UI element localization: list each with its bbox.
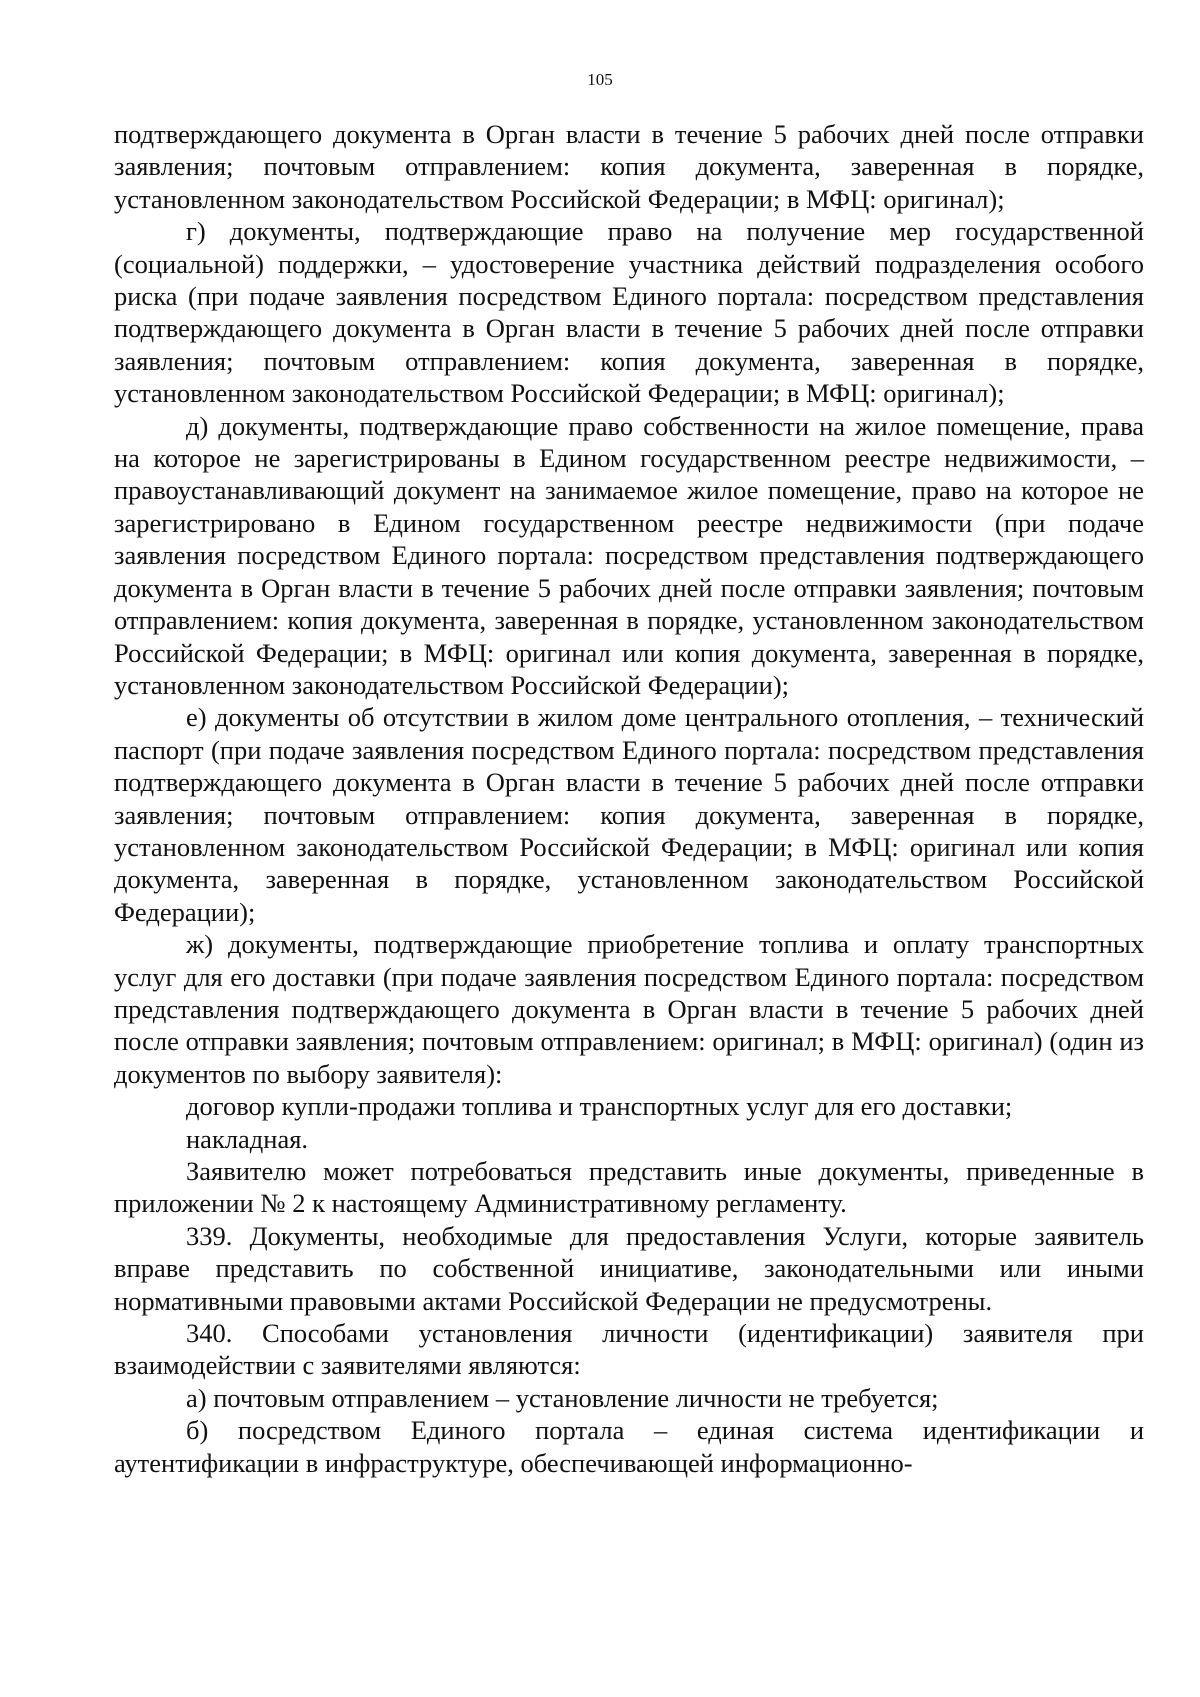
paragraph-item-g: г) документы, подтверждающие право на получение мер государственной (социальной) поддержки, – удостоверение участника действий подразделения особого риска (при подаче заявления посредством Единого портала: посредством представления подтверждающего документа в Орган власти в течение 5 рабочих дней после отправки заявления; почтовым отправлением: копия документа, заверенная в порядке, установленном законодательством Российской Федерации; в МФЦ: оригинал); <box>114 216 1144 409</box>
paragraph-other-documents: Заявителю может потребоваться представить иные документы, приведенные в приложении № 2 к настоящему Административному регламенту. <box>114 1156 1144 1219</box>
paragraph-339: 339. Документы, необходимые для предоставления Услуги, которые заявитель вправе представить по собственной инициативе, законодательными или иными нормативными правовыми актами Российской Федерации не предусмотрены. <box>114 1220 1144 1316</box>
paragraph-item-e: е) документы об отсутствии в жилом доме центрального отопления, – технический паспорт (при подаче заявления посредством Единого портала: посредством представления подтверждающего документа в Орган власти в течение 5 рабочих дней после отправки заявления; почтовым отправлением: копия документа, заверенная в порядке, установленном законодательством Российской Федерации; в МФЦ: оригинал или копия документа, заверенная в порядке, установленном законодательством Российской Федерации); <box>114 702 1144 927</box>
paragraph-item-a: а) почтовым отправлением – установление личности не требуется; <box>186 1382 939 1413</box>
paragraph-item-d: д) документы, подтверждающие право собственности на жилое помещение, права на которое не зарегистрированы в Едином государственном реестре недвижимости, – правоустанавливающий документ на занимаемое жилое помещение, право на которое не зарегистрировано в Едином государственном реестре недвижимости (при подаче заявления посредством Единого портала: посредством представления подтверждающего документа в Орган власти в течение 5 рабочих дней после отправки заявления; почтовым отправлением: копия документа, заверенная в порядке, установленном законодательством Российской Федерации; в МФЦ: оригинал или копия документа, заверенная в порядке, установленном законодательством Российской Федерации); <box>114 410 1144 700</box>
document-body <box>114 118 1144 1479</box>
page-number: 105 <box>587 70 613 89</box>
paragraph-continuation: подтверждающего документа в Орган власти в течение 5 рабочих дней после отправки заявления; почтовым отправлением: копия документа, заверенная в порядке, установленном законодательством Российской Федерации; в МФЦ: оригинал); <box>114 119 1144 214</box>
paragraph-340: 340. Способами установления личности (идентификации) заявителя при взаимодействии с заявителями являются: <box>114 1318 1144 1381</box>
paragraph-invoice: накладная. <box>186 1123 309 1154</box>
paragraph-item-b: б) посредством Единого портала – единая система идентификации и аутентификации в инфраструктуре, обеспечивающей информационно- <box>114 1415 1144 1478</box>
paragraph-item-zh: ж) документы, подтверждающие приобретение топлива и оплату транспортных услуг для его доставки (при подаче заявления посредством Единого портала: посредством представления подтверждающего документа в Орган власти в течение 5 рабочих дней после отправки заявления; почтовым отправлением: оригинал; в МФЦ: оригинал) (один из документов по выбору заявителя): <box>114 929 1144 1089</box>
paragraph-fuel-contract: договор купли-продажи топлива и транспортных услуг для его доставки; <box>186 1091 1013 1122</box>
